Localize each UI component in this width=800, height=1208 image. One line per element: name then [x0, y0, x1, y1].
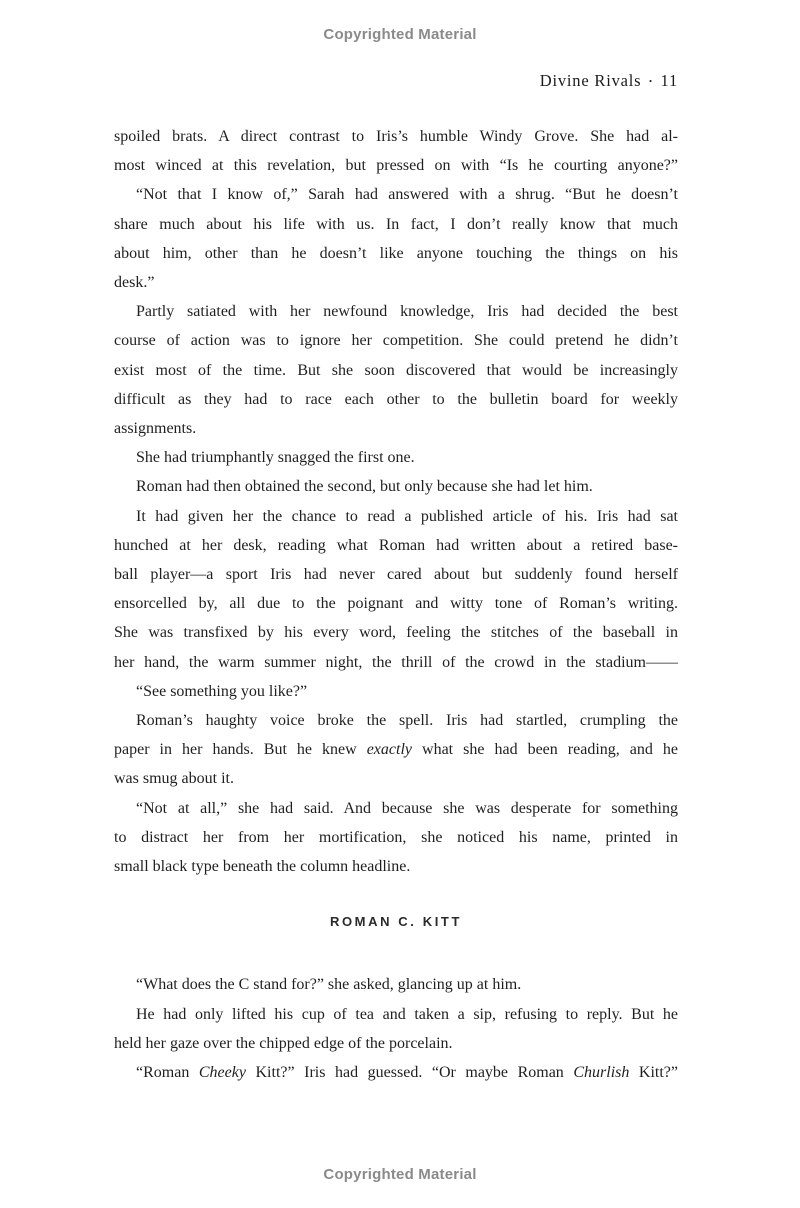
text-line: was smug about it.: [114, 770, 234, 788]
paragraph: [114, 1058, 678, 1087]
copyright-notice-top: Copyrighted Material: [323, 26, 477, 43]
text-line: It had given her the chance to read a published article of his. Iris had sat: [136, 507, 678, 525]
text-line: to distract her from her mortification, she noticed his name, printed in: [114, 828, 678, 846]
paragraph: [114, 970, 678, 999]
text-line: “Not that I know of,” Sarah had answered with a shrug. “But he doesn’t: [136, 186, 678, 204]
running-header: [114, 71, 678, 91]
paragraph: [114, 502, 678, 677]
text-line: hunched at her desk, reading what Roman had written about a retired base-: [114, 536, 678, 554]
paragraph: [114, 443, 678, 472]
paragraph: [114, 794, 678, 882]
paragraph: [114, 1000, 678, 1058]
text-line: He had only lifted his cup of tea and taken a sip, refusing to reply. But he: [136, 1005, 678, 1023]
paragraph: [114, 122, 678, 180]
text-line: most winced at this revelation, but pressed on with “Is he courting anyone?”: [114, 157, 678, 175]
book-title: Divine Rivals: [539, 71, 642, 90]
copyright-notice-bottom: Copyrighted Material: [323, 1166, 477, 1183]
text-line: her hand, the warm summer night, the thrill of the crowd in the stadium——: [114, 653, 678, 671]
page-number: 11: [660, 71, 678, 90]
text-line: “Roman Cheeky Kitt?” Iris had guessed. “Or maybe Roman Churlish Kitt?”: [136, 1064, 679, 1082]
paragraph: [114, 706, 678, 794]
text-line: share much about his life with us. In fact, I don’t really know that much: [114, 215, 678, 233]
header-separator-dot: ·: [648, 73, 654, 88]
text-line: difficult as they had to race each other to the bulletin board for weekly: [114, 390, 678, 408]
text-line: “Not at all,” she had said. And because she was desperate for something: [136, 799, 678, 817]
page-body-text: [114, 122, 678, 1087]
text-line: assignments.: [114, 420, 197, 438]
section-heading: ROMAN C. KITT: [329, 914, 462, 930]
paragraph: [114, 297, 678, 443]
text-line: ball player—a sport Iris had never cared about but suddenly found herself: [114, 566, 678, 584]
text-line: “What does the C stand for?” she asked, glancing up at him.: [136, 976, 522, 994]
text-line: She was transfixed by his every word, feeling the stitches of the baseball in: [114, 624, 678, 642]
paragraph: [114, 180, 678, 297]
text-line: Partly satiated with her newfound knowledge, Iris had decided the best: [136, 303, 678, 321]
paragraph: [114, 677, 678, 706]
text-line: spoiled brats. A direct contrast to Iris’s humble Windy Grove. She had al-: [114, 128, 678, 145]
text-line: paper in her hands. But he knew exactly what she had been reading, and he: [114, 741, 679, 759]
text-line: small black type beneath the column headline.: [114, 858, 411, 876]
text-line: held her gaze over the chipped edge of the porcelain.: [114, 1034, 453, 1052]
text-line: desk.”: [114, 274, 155, 292]
text-line: ensorcelled by, all due to the poignant and witty tone of Roman’s writing.: [114, 595, 678, 613]
text-line: Roman had then obtained the second, but only because she had let him.: [136, 478, 593, 496]
text-line: course of action was to ignore her competition. She could pretend he didn’t: [114, 332, 678, 350]
text-line: about him, other than he doesn’t like anyone touching the things on his: [114, 244, 678, 262]
text-line: “See something you like?”: [136, 682, 308, 700]
text-line: exist most of the time. But she soon discovered that would be increasingly: [114, 361, 678, 379]
text-line: She had triumphantly snagged the first one.: [136, 449, 415, 467]
text-line: Roman’s haughty voice broke the spell. Iris had startled, crumpling the: [136, 712, 678, 730]
paragraph: [114, 472, 678, 501]
